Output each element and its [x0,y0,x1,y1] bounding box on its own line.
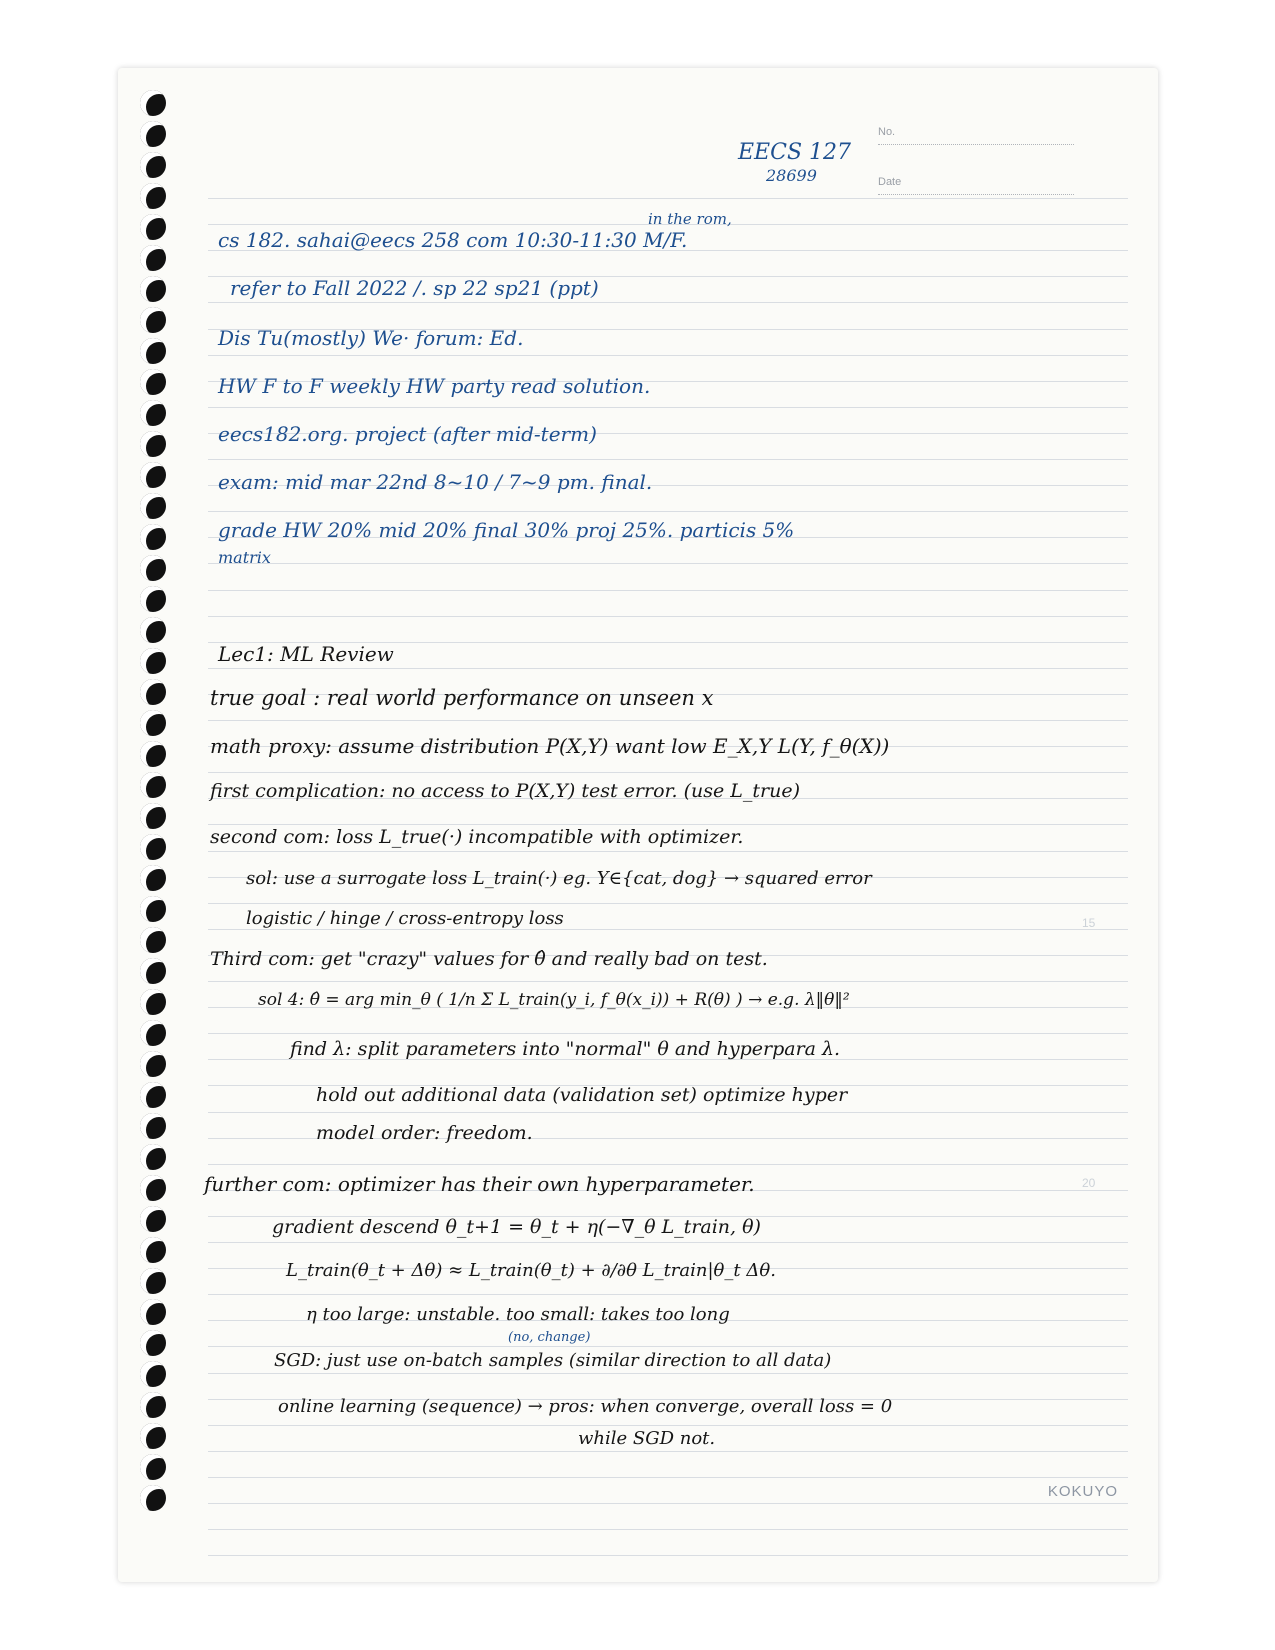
rule-line [208,1451,1128,1452]
lecture-line: sol: use a surrogate loss L_train(·) eg. Y∈{cat, dog} → squared error [246,868,872,889]
rule-line [208,903,1128,904]
binder-hole [140,1113,166,1139]
binder-hole [140,1268,166,1294]
info-line: cs 182. sahai@eecs 258 com 10:30-11:30 M/F. [218,228,688,252]
binder-hole [140,369,166,395]
binder-hole [140,462,166,488]
lecture-line: further com: optimizer has their own hyperparameter. [204,1172,755,1196]
lecture-line: SGD: just use on-batch samples (similar direction to all data) [274,1350,832,1371]
rule-line [208,1346,1128,1347]
binder-hole [140,834,166,860]
lecture-line: find λ: split parameters into "normal" θ and hyperpara λ. [290,1038,841,1060]
rule-line [208,1529,1128,1530]
binder-hole [140,1020,166,1046]
notebook-page [118,68,1158,1582]
binder-hole [140,927,166,953]
rule-line [208,616,1128,617]
rule-line [208,1164,1128,1165]
rule-line [208,1294,1128,1295]
lecture-line: L_train(θ_t + Δθ) ≈ L_train(θ_t) + ∂/∂θ L_train|θ_t Δθ. [286,1260,776,1281]
info-line: eecs182.org. project (after mid-term) [218,422,597,446]
date-field-line [878,194,1074,195]
binder-hole [140,214,166,240]
binder-hole [140,772,166,798]
date-label: Date [878,176,902,188]
binder-hole [140,586,166,612]
rule-line [208,981,1128,982]
binder-hole [140,648,166,674]
info-line: matrix [218,548,271,567]
binder-hole [140,1423,166,1449]
binder-hole [140,1082,166,1108]
binder-hole [140,679,166,705]
binder-hole [140,90,166,116]
rule-line [208,198,1128,199]
lecture-line: second com: loss L_true(·) incompatible with optimizer. [210,826,744,848]
rule-line [208,668,1128,669]
lecture-line: Third com: get "crazy" values for θ̂ and really bad on test. [210,948,768,970]
lecture-line: while SGD not. [578,1428,716,1449]
rule-line [208,355,1128,356]
info-line: Dis Tu(mostly) We· forum: Ed. [218,326,524,350]
binder-hole [140,989,166,1015]
lecture-line: math proxy: assume distribution P(X,Y) want low E_X,Y L(Y, f_θ(X)) [210,734,890,758]
binder-hole [140,617,166,643]
lecture-line: gradient descend θ_t+1 = θ_t + η(−∇_θ L_train, θ) [272,1216,761,1238]
binder-hole [140,121,166,147]
binder-hole [140,524,166,550]
binder-hole [140,555,166,581]
margin-number: 15 [1082,916,1096,930]
binder-hole [140,1206,166,1232]
info-line: HW F to F weekly HW party read solution. [218,374,651,398]
info-line: exam: mid mar 22nd 8~10 / 7~9 pm. final. [218,470,653,494]
no-field-line [878,144,1074,145]
lecture-line: (no, change) [508,1330,591,1345]
binder-hole [140,276,166,302]
info-line: grade HW 20% mid 20% final 30% proj 25%. particis 5% [218,518,795,542]
no-label: No. [878,126,896,138]
lecture-line: first complication: no access to P(X,Y) test error. (use L_true) [210,780,801,802]
binder-hole [140,431,166,457]
rule-line [208,1477,1128,1478]
course-code: EECS 127 [738,140,852,165]
rule-line [208,1555,1128,1556]
lecture-line: hold out additional data (validation set) optimize hyper [316,1084,848,1106]
rule-line [208,1425,1128,1426]
lecture-line: Lec1: ML Review [218,642,394,666]
lecture-line: η too large: unstable. too small: takes too long [306,1304,730,1325]
binder-hole [140,958,166,984]
margin-number: 20 [1082,1176,1096,1190]
binder-hole [140,896,166,922]
rule-line [208,407,1128,408]
binder-hole [140,1144,166,1170]
binder-hole [140,1392,166,1418]
rule-line [208,1033,1128,1034]
lecture-line: model order: freedom. [316,1122,533,1144]
rule-line [208,1242,1128,1243]
binder-hole [140,1485,166,1511]
binder-hole [140,493,166,519]
lecture-line: true goal : real world performance on unseen x [210,686,714,710]
binder-hole [140,1361,166,1387]
binder-hole [140,1330,166,1356]
binder-hole [140,245,166,271]
rule-line [208,459,1128,460]
binder-hole [140,803,166,829]
binder-hole [140,152,166,178]
binder-hole [140,1454,166,1480]
lecture-line: online learning (sequence) → pros: when converge, overall loss = 0 [278,1396,893,1417]
rule-line [208,511,1128,512]
info-line: in the rom, [648,210,732,228]
info-line: refer to Fall 2022 /. sp 22 sp21 (ppt) [230,276,599,300]
binder-hole [140,307,166,333]
binder-hole [140,1237,166,1263]
binder-hole [140,1051,166,1077]
binder-hole [140,183,166,209]
rule-line [208,720,1128,721]
rule-line [208,772,1128,773]
binder-hole [140,865,166,891]
binder-hole [140,338,166,364]
binder-hole [140,741,166,767]
rule-line [208,1373,1128,1374]
rule-line [208,563,1128,564]
brand-logo: KOKUYO [1047,1483,1118,1500]
binder-hole [140,710,166,736]
rule-line [208,590,1128,591]
lecture-line: sol 4: θ̂ = arg min_θ ( 1/n Σ L_train(y_i, f_θ(x_i)) + R(θ) ) → e.g. λ‖θ‖² [258,990,850,1010]
rule-line [208,1112,1128,1113]
binder-hole [140,400,166,426]
rule-line [208,1503,1128,1504]
binder-hole [140,1175,166,1201]
binder-hole [140,1299,166,1325]
rule-line [208,302,1128,303]
course-number: 28699 [766,166,817,185]
rule-line [208,851,1128,852]
lecture-line: logistic / hinge / cross-entropy loss [246,908,564,929]
